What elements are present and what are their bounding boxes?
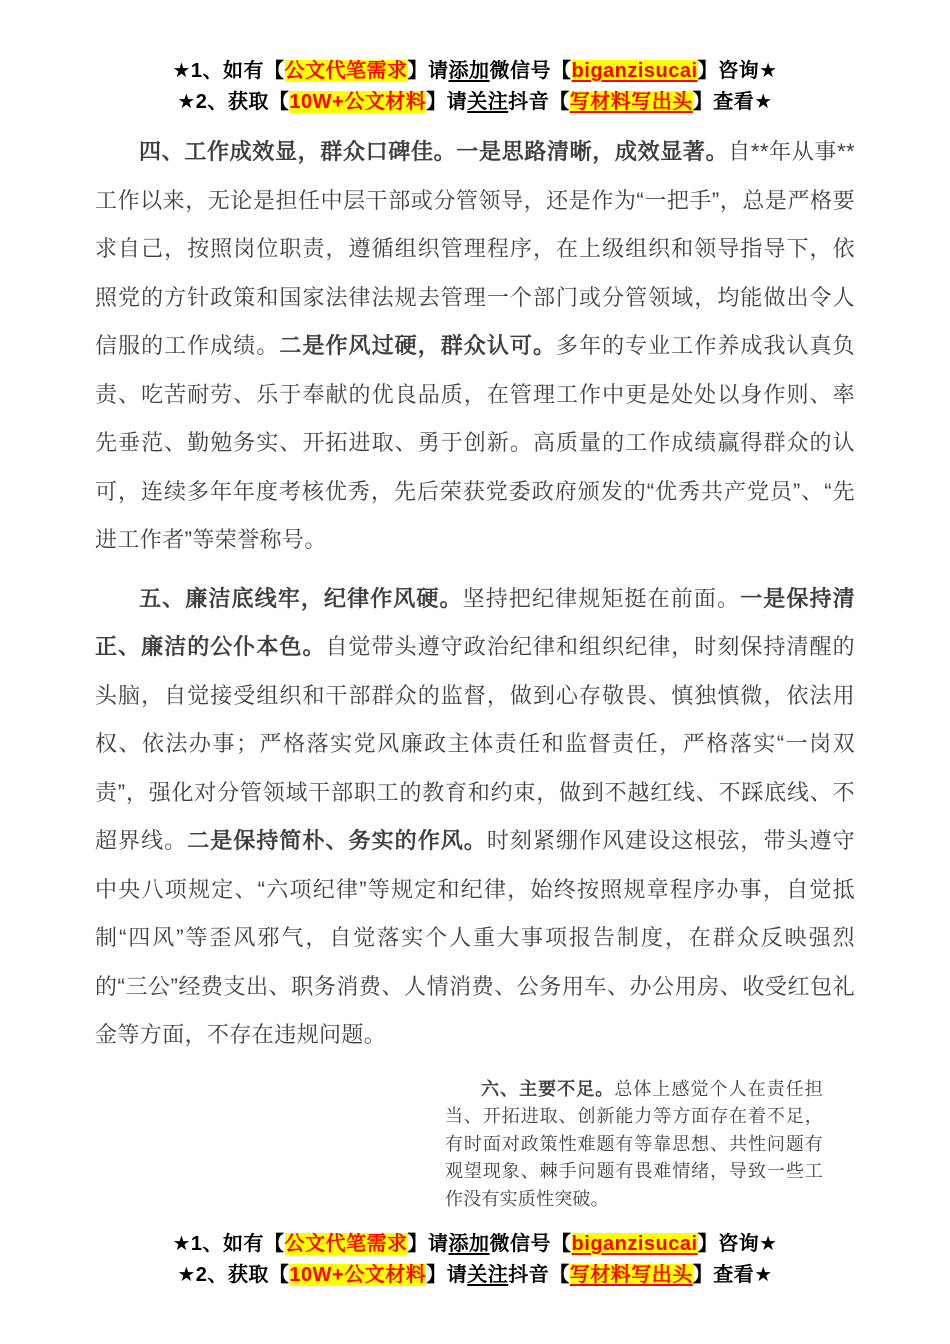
footer1-mid1: 】请 (407, 1233, 449, 1255)
footer-notice (95, 1229, 855, 1291)
notice1-add-action-underlined: 添加 (448, 60, 490, 82)
footer2-mid1: 】请 (426, 1264, 468, 1286)
para5-heading: 五、廉洁底线牢，纪律作风硬。 (139, 585, 463, 611)
header-notice-line-2 (95, 87, 855, 118)
footer1-prefix: ★1、如有【 (172, 1233, 285, 1255)
notice1-prefix: ★1、如有【 (172, 60, 285, 82)
para5-lead-text: 坚持把纪律规矩挺在前面。 (462, 585, 741, 611)
paragraph-4-work-achievements (95, 128, 855, 565)
footer2-material-keyword-highlight: 10W+公文材料 (289, 1264, 427, 1286)
notice1-wechat-id-highlight: biganzisucai (571, 60, 698, 82)
header-notice-line-1 (95, 56, 855, 87)
para5-sub1-text: 自觉带头遵守政治纪律和组织纪律，时刻保持清醒的头脑，自觉接受组织和干部群众的监督，做到心存敬畏、慎独慎微，依法用权、依法办事；严格落实党风廉政主体责任和监督责任，严格落实“一岗双责”，强化对分管领域干部职工的教育和约束，做到不越红线、不踩底线、不超界线。 (95, 634, 855, 853)
notice1-mid2: 微信号【 (489, 60, 572, 82)
notice1-suffix: 】咨询★ (697, 60, 778, 82)
footer2-follow-action-underlined: 关注 (467, 1264, 509, 1286)
notice1-service-keyword-highlight: 公文代笔需求 (284, 60, 408, 82)
footer1-service-keyword-highlight: 公文代笔需求 (284, 1233, 408, 1255)
para4-sub2-heading: 二是作风过硬，群众认可。 (279, 333, 557, 358)
paragraph-6-shortcomings (445, 1076, 823, 1214)
para4-sub1-heading: 一是思路清晰，成效显著。 (456, 139, 729, 164)
header-notice (95, 56, 855, 118)
para4-sub2-text: 多年的专业工作养成我认真负责、吃苦耐劳、乐于奉献的优良品质，在管理工作中更是处处以身作则、率先垂范、勤勉务实、开拓进取、勇于创新。高质量的工作成绩赢得群众的认可，连续多年年度考核优秀，先后荣获党委政府颁发的“优秀共产党员”、“先进工作者”等荣誉称号。 (95, 333, 856, 552)
para6-text: 总体上感觉个人在责任担当、开拓进取、创新能力等方面存在着不足，有时面对政策性难题有等靠思想、共性问题有观望现象、棘手问题有畏难情绪，导致一些工作没有实质性突破。 (445, 1078, 823, 1209)
notice1-mid1: 】请 (407, 60, 449, 82)
footer2-douyin-account-highlight: 写材料写出头 (569, 1264, 693, 1286)
notice2-suffix: 】查看★ (692, 91, 773, 113)
notice2-mid1: 】请 (426, 91, 468, 113)
para5-sub2-heading: 二是保持简朴、务实的作风。 (187, 828, 487, 853)
footer2-prefix: ★2、获取【 (177, 1264, 290, 1286)
notice2-prefix: ★2、获取【 (177, 91, 290, 113)
footer1-suffix: 】咨询★ (697, 1233, 778, 1255)
footer2-mid2: 抖音【 (508, 1264, 570, 1286)
notice2-mid2: 抖音【 (508, 91, 570, 113)
para4-heading: 四、工作成效显，群众口碑佳。 (139, 139, 457, 164)
footer1-add-action-underlined: 添加 (448, 1233, 490, 1255)
notice2-material-keyword-highlight: 10W+公文材料 (289, 91, 427, 113)
notice2-douyin-account-highlight: 写材料写出头 (569, 91, 693, 113)
footer1-wechat-id-highlight: biganzisucai (571, 1233, 698, 1255)
footer-notice-line-2 (95, 1260, 855, 1291)
paragraph-5-integrity-discipline (95, 575, 855, 1060)
footer-notice-line-1 (95, 1229, 855, 1260)
para5-sub2-text: 时刻紧绷作风建设这根弦，带头遵守中央八项规定、“六项纪律”等规定和纪律，始终按照规章程序办事，自觉抵制“四风”等歪风邪气，自觉落实个人重大事项报告制度，在群众反映强烈的“三公”经费支出、职务消费、人情消费、公务用车、办公用房、收受红包礼金等方面，不存在违规问题。 (95, 828, 856, 1047)
notice2-follow-action-underlined: 关注 (467, 91, 509, 113)
footer1-mid2: 微信号【 (489, 1233, 572, 1255)
footer2-suffix: 】查看★ (692, 1264, 773, 1286)
para5-sub1-heading: 一是保持清正、廉洁的公仆本色。 (95, 585, 855, 659)
para4-sub1-text: 自**年从事**工作以来，无论是担任中层干部或分管领导，还是作为“一把手”，总是严格要求自己，按照岗位职责，遵循组织管理程序，在上级组织和领导指导下，依照党的方针政策和国家法律法规去管理一个部门或分管领域，均能做出令人信服的工作成绩。 (95, 139, 855, 358)
para6-heading: 六、主要不足。 (481, 1078, 615, 1099)
